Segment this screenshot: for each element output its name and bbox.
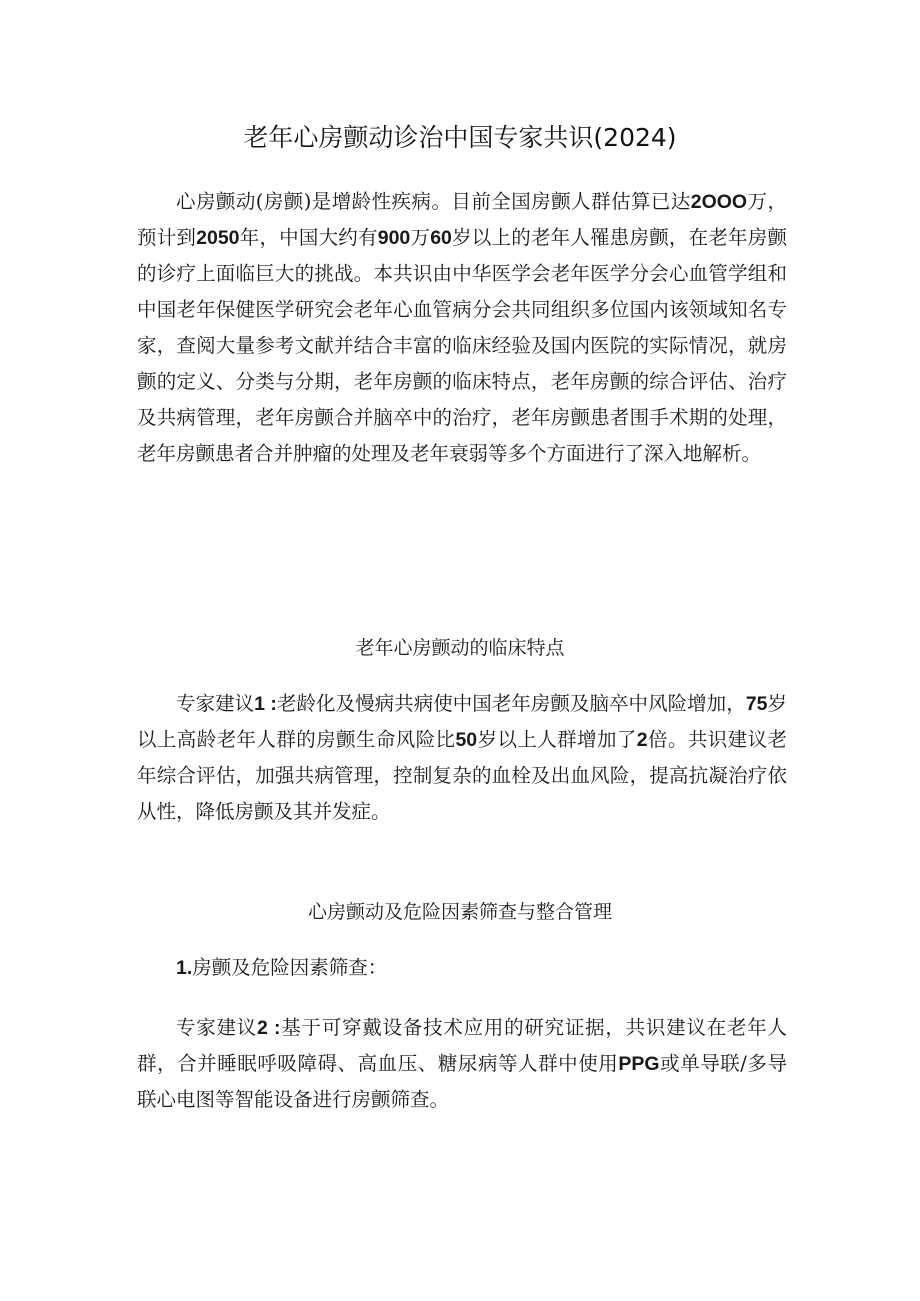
intro-number-3: 900 (377, 227, 411, 249)
rec1-text-5: 倍。共识建议老年综合评估，加强共病管理，控制复杂的血栓及出血风险，提高抗凝治疗依从性，降低房颤及其并发症。 (137, 728, 787, 823)
sub1-number: 1. (176, 957, 193, 979)
sub1-text: 房颤及危险因素筛查： (192, 956, 388, 979)
intro-text-1: 心房颤动(房颤)是增龄性疾病。目前全国房颤人群估算已达 (176, 190, 691, 213)
subsection-1-title (137, 950, 787, 986)
intro-text-5: 岁以上的老年人罹患房颤，在老年房颤的诊疗上面临巨大的挑战。本共识由中华医学会老年医学分会心血管学组和中国老年保健医学研究会老年心血管病分会共同组织多位国内该领域知名专家，查阅大量参考文献并结合丰富的临床经验及国内医院的实际情况，就房颤的定义、分类与分期，老年房颤的临床特点，老年房颤的综合评估、治疗及共病管理，老年房颤合并脑卒中的治疗，老年房颤患者围手术期的处理，老年房颤患者合并肿瘤的处理及老年衰弱等多个方面进行了深入地解析。 (137, 226, 787, 465)
intro-text-4: 万 (410, 226, 431, 249)
expert-recommendation-1 (137, 686, 787, 830)
rec1-number-1: 1 : (254, 693, 277, 715)
rec1-text-3: 岁以上高龄老年人群的房颤生命风险比 (137, 692, 787, 751)
document-title: 老年心房颤动诊治中国专家共识(2024) (243, 123, 677, 152)
intro-text-2: 万，预计到 (137, 190, 787, 249)
rec2-number-2: PPG (618, 1053, 660, 1075)
rec2-number-1: 2 : (257, 1017, 281, 1039)
rec1-number-2: 75 (745, 693, 768, 715)
rec2-text-2: 基于可穿戴设备技术应用的研究证据，共识建议在老年人群，合并睡眠呼吸障碍、高血压、糖尿病等人群中使用 (137, 1016, 787, 1075)
intro-paragraph (137, 184, 787, 472)
rec1-number-3: 50 (455, 729, 478, 751)
rec1-number-4: 2 (636, 729, 648, 751)
intro-number-4: 60 (430, 227, 452, 249)
rec2-text-1: 专家建议 (176, 1016, 258, 1039)
intro-number-1: 2OOO (690, 191, 748, 213)
rec2-text-3: 或单导联/多导联心电图等智能设备进行房颤筛查。 (137, 1052, 787, 1111)
section-heading-screening-management: 心房颤动及危险因素筛查与整合管理 (307, 901, 612, 923)
section-heading-clinical-features: 老年心房颤动的临床特点 (355, 637, 565, 659)
intro-number-2: 2050 (196, 227, 240, 249)
rec1-text-1: 专家建议 (176, 692, 255, 715)
expert-recommendation-2 (137, 1010, 787, 1118)
intro-text-3: 年，中国大约有 (239, 226, 378, 249)
rec1-text-4: 岁以上人群增加了 (477, 728, 637, 751)
rec1-text-2: 老龄化及慢病共病使中国老年房颤及脑卒中风险增加， (276, 692, 746, 715)
